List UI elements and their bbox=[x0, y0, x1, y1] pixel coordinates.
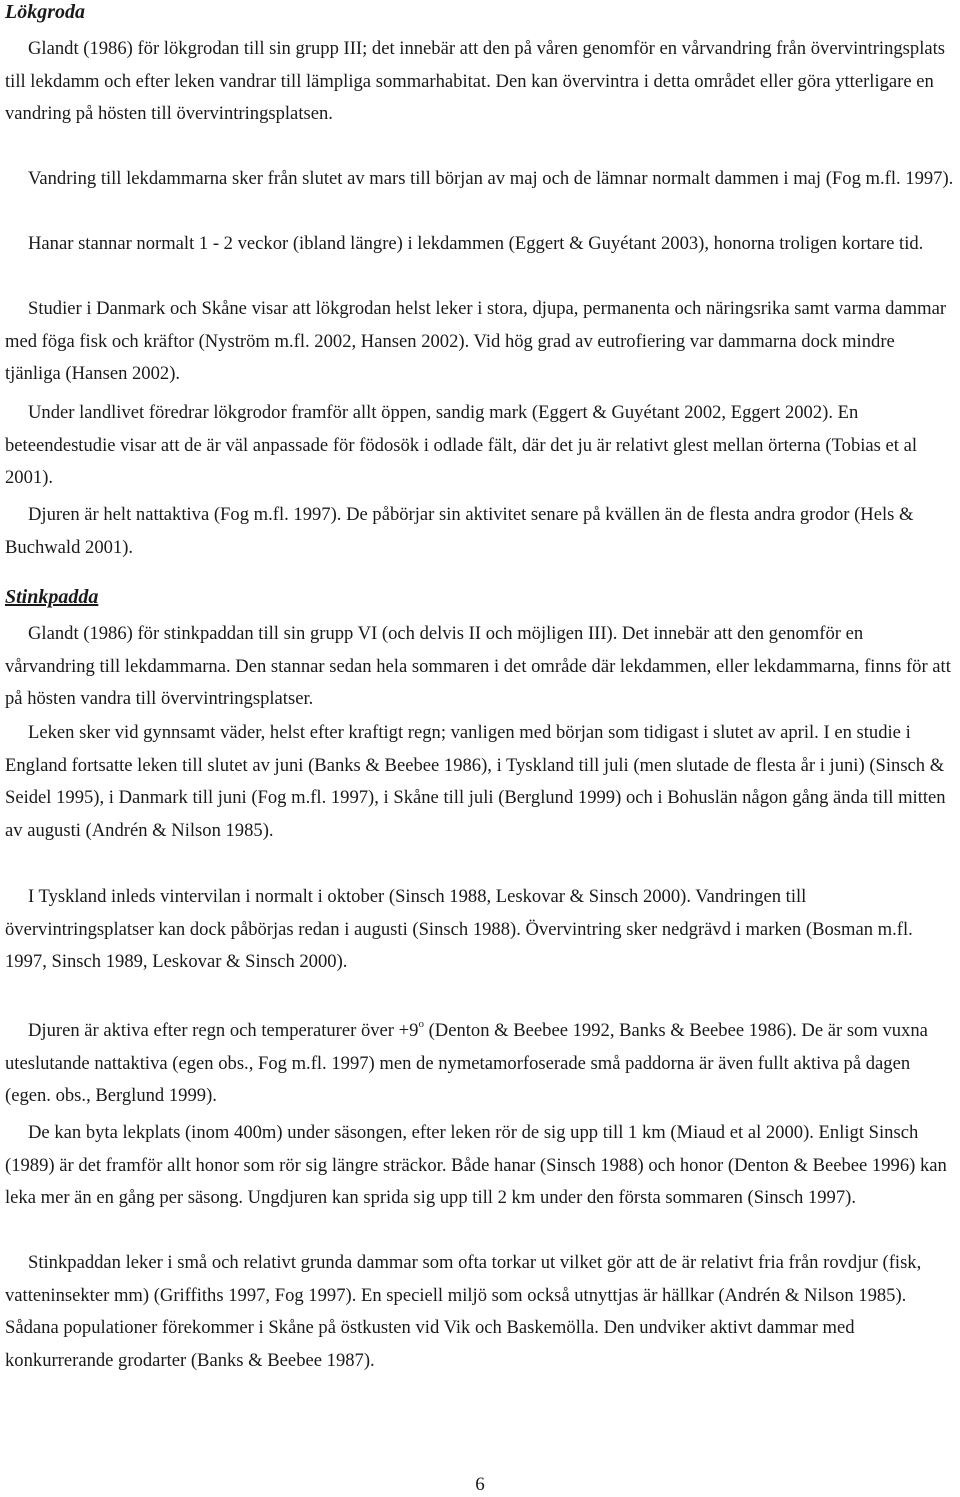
paragraph: Glandt (1986) för lökgrodan till sin grupp III; det innebär att den på våren genomför en vårvandring från övervintringsplats till lekdamm och efter leken vandrar till lämpliga sommarhabitat. Den kan övervintra i detta området eller göra ytterligare en vandring på hösten till övervintringsplatsen. bbox=[5, 38, 946, 125]
section-heading-stinkpadda: Stinkpadda bbox=[5, 586, 99, 608]
paragraph: Stinkpaddan leker i små och relativt grunda dammar som ofta torkar ut vilket gör att de är relativt fria från rovdjur (fisk, vatteninsekter mm) (Griffiths 1997, Fog 1997). En speciell miljö som också utnyttjas är hällkar (Andrén & Nilson 1985). Sådana populationer förekommer i Skåne på östkusten vid Vik och Baskemölla. Den undviker aktivt dammar med konkurrerande grodarter (Banks & Beebee 1987). bbox=[5, 1252, 922, 1371]
page-number: 6 bbox=[475, 1474, 485, 1495]
paragraph: Hanar stannar normalt 1 - 2 veckor (ibland längre) i lekdammen (Eggert & Guyétant 2003), honorna troligen kortare tid. bbox=[28, 233, 924, 254]
paragraph: Djuren är helt nattaktiva (Fog m.fl. 1997). De påbörjar sin aktivitet senare på kvällen än de flesta andra grodor (Hels & Buchwald 2001). bbox=[5, 504, 914, 558]
section-heading-lokgroda: Lökgroda bbox=[5, 1, 85, 23]
paragraph: I Tyskland inleds vintervilan i normalt i oktober (Sinsch 1988, Leskovar & Sinsch 2000). Vandringen till övervintringsplatser kan dock påbörjas redan i augusti (Sinsch 1988). Övervintring sker nedgrävd i marken (Bosman m.fl. 1997, Sinsch 1989, Leskovar & Sinsch 2000). bbox=[5, 886, 913, 973]
paragraph: Glandt (1986) för stinkpaddan till sin grupp VI (och delvis II och möjligen III). Det innebär att den genomför en vårvandring till lekdammarna. Den stannar sedan hela sommaren i det område där lekdammen, eller lekdammarna, finns för att på hösten vandra till övervintringsplatser. bbox=[5, 623, 951, 710]
paragraph: Under landlivet föredrar lökgrodor framför allt öppen, sandig mark (Eggert & Guyétant 2002, Eggert 2002). En beteendestudie visar att de är väl anpassade för födosök i odlade fält, där det ju är relativt glest mellan örterna (Tobias et al 2001). bbox=[5, 402, 918, 489]
paragraph: Leken sker vid gynnsamt väder, helst efter kraftigt regn; vanligen med början som tidigast i slutet av april. I en studie i England fortsatte leken till slutet av juni (Banks & Beebee 1986), i Tyskland till juli (men slutade de flesta år i juni) (Sinsch & Seidel 1995), i Danmark till juni (Fog m.fl. 1997), i Skåne till juli (Berglund 1999) och i Bohuslän någon gång ända till mitten av augusti (Andrén & Nilson 1985). bbox=[5, 722, 946, 841]
paragraph: Vandring till lekdammarna sker från slutet av mars till början av maj och de lämnar normalt dammen i maj (Fog m.fl. 1997). bbox=[28, 168, 954, 189]
paragraph: De kan byta lekplats (inom 400m) under säsongen, efter leken rör de sig upp till 1 km (Miaud et al 2000). Enligt Sinsch (1989) är det framför allt honor som rör sig längre sträckor. Både hanar (Sinsch 1988) och honor (Denton & Beebee 1996) kan leka mer än en gång per säsong. Ungdjuren kan sprida sig upp till 2 km under den första sommaren (Sinsch 1997). bbox=[5, 1122, 947, 1209]
degree-superscript: o bbox=[418, 1017, 424, 1030]
paragraph-text: (Denton & Beebee 1992, Banks & Beebee 1986). De är som vuxna uteslutande nattaktiva (egen obs., Fog m.fl. 1997) men de nymetamorfoserade små paddorna är även fullt aktiva på dagen (egen. obs., Berglund 1999). bbox=[5, 1020, 928, 1107]
paragraph-text: Djuren är aktiva efter regn och temperaturer över +9 bbox=[28, 1020, 419, 1041]
paragraph: Studier i Danmark och Skåne visar att lökgrodan helst leker i stora, djupa, permanenta och näringsrika samt varma dammar med föga fisk och kräftor (Nyström m.fl. 2002, Hansen 2002). Vid hög grad av eutrofiering var dammarna dock mindre tjänliga (Hansen 2002). bbox=[5, 298, 947, 385]
paragraph-temperature bbox=[5, 1015, 955, 1113]
